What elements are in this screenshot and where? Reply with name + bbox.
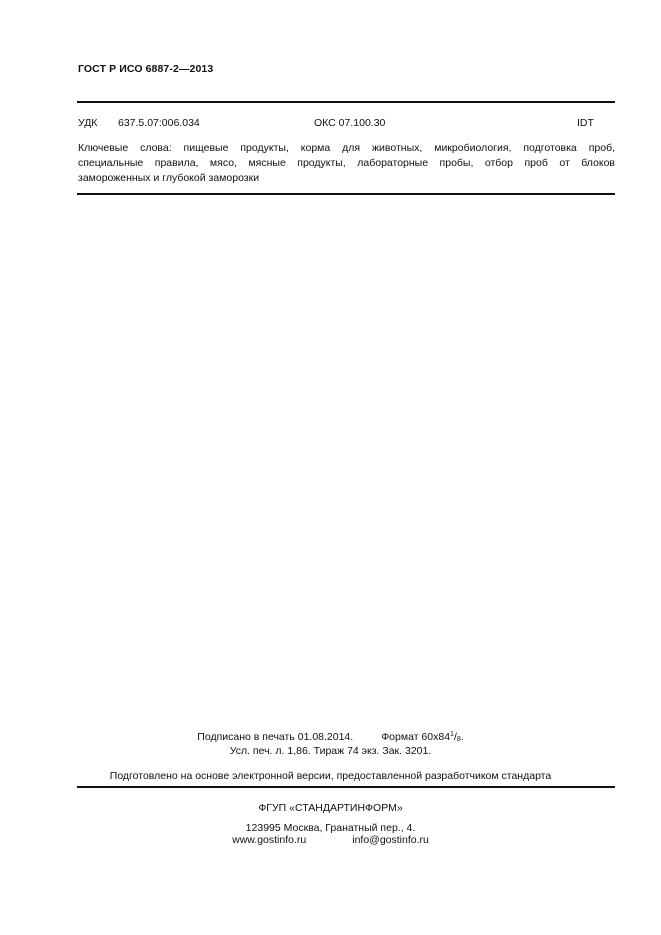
keywords-line: замороженных и глубокой заморозки <box>78 172 260 184</box>
top-divider <box>77 101 615 103</box>
standard-code: ГОСТ Р ИСО 6887-2—2013 <box>78 63 214 75</box>
publisher-address: 123995 Москва, Гранатный пер., 4. <box>245 822 416 834</box>
udk-label: УДК <box>78 117 98 129</box>
footer-divider <box>77 786 615 788</box>
paper-format: Формат $60x84^1/_8$. <box>381 731 464 743</box>
idt-marker: IDT <box>577 117 594 129</box>
udk-value: 637.5.07:006.034 <box>118 117 200 129</box>
keywords-line: Ключевые слова: пищевые продукты, корма для животных, микробиология, подготовка проб, <box>78 142 615 154</box>
keywords-line: специальные правила, мясо, мясные продукты, лабораторные пробы, отбор проб от блоков <box>78 157 615 169</box>
keywords-divider <box>77 193 615 195</box>
imprint-line-1 <box>0 731 661 743</box>
prepared-note: Подготовлено на основе электронной версии, предоставленной разработчиком стандарта <box>109 770 552 782</box>
publisher-contacts <box>0 834 661 846</box>
imprint-line-2: Усл. печ. л. 1,86. Тираж 74 экз. Зак. 3201. <box>229 745 432 757</box>
keywords-block <box>78 141 615 186</box>
publisher-name: ФГУП «СТАНДАРТИНФОРМ» <box>258 802 403 814</box>
website-link[interactable]: www.gostinfo.ru <box>232 834 307 846</box>
oks-code: ОКС 07.100.30 <box>314 117 386 129</box>
signed-date: Подписано в печать 01.08.2014. <box>197 731 354 743</box>
email-link[interactable]: info@gostinfo.ru <box>352 834 429 846</box>
